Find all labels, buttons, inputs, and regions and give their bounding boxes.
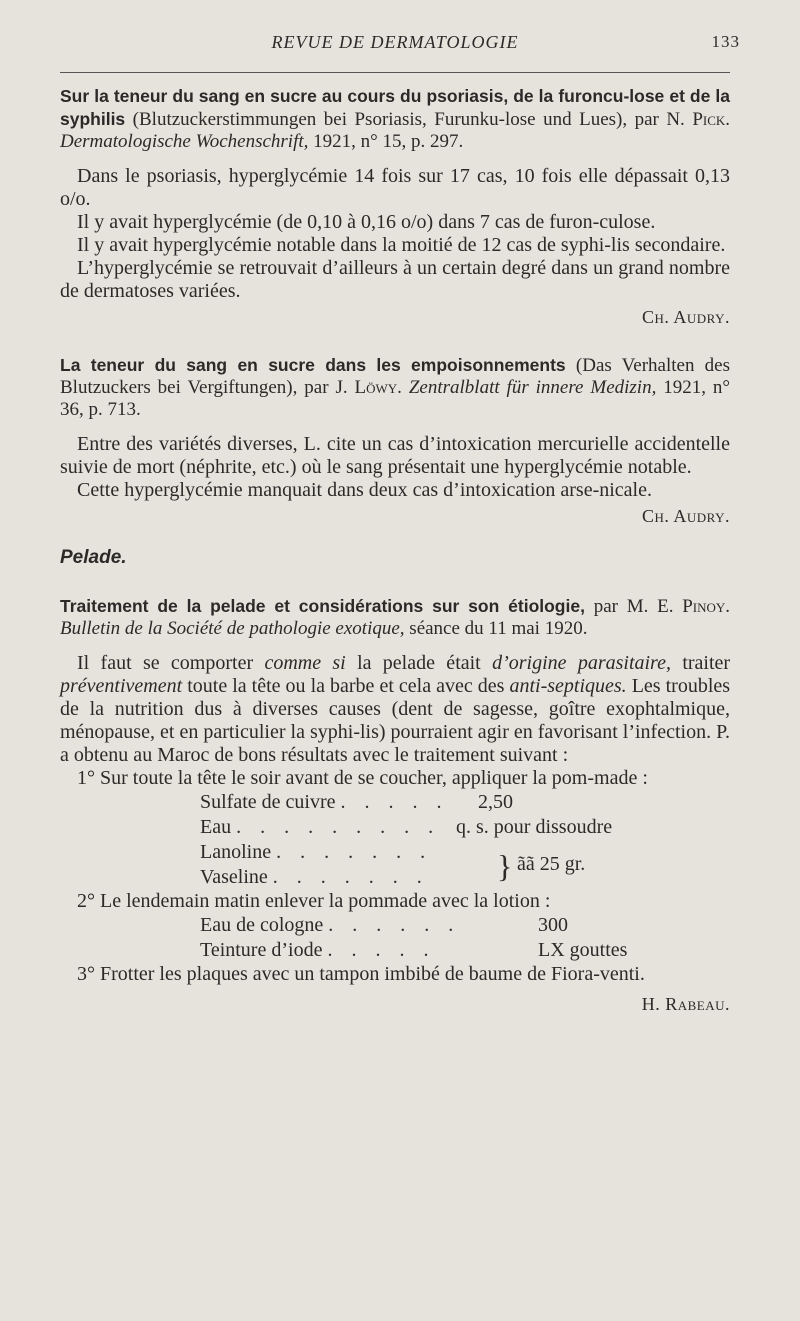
header-rule xyxy=(60,72,730,73)
paragraph: Cette hyperglycémie manquait dans deux cas d’intoxication arse-nicale. xyxy=(77,479,652,501)
recipe-row xyxy=(60,913,730,938)
article-author: Pinoy. xyxy=(682,596,731,617)
recipe-quantity: 2,50 xyxy=(478,791,513,813)
journal-title: REVUE DE DERMATOLOGIE xyxy=(271,32,519,52)
paragraph: L’hyperglycémie se retrouvait d’ailleurs à un certain degré dans un grand nombre de dermatoses variées. xyxy=(60,257,730,302)
article-psoriasis xyxy=(60,85,730,328)
recipe-row xyxy=(60,865,730,890)
text-run: la pelade était xyxy=(357,652,481,674)
article-journal: Dermatologische Wochenschrift, xyxy=(60,131,309,152)
recipe-ingredient: Eau de cologne . . . . . . xyxy=(200,914,461,936)
article-author: Pick. xyxy=(692,109,731,130)
treatment-step-3: 3° Frotter les plaques avec un tampon imbibé de baume de Fiora-venti. xyxy=(77,963,645,985)
article-subtitle: (Das Verhalten des Blutzuckers bei Vergiftungen), par J. xyxy=(60,355,730,398)
recipe-row xyxy=(60,840,730,865)
recipe-quantity: q. s. pour dissoudre xyxy=(456,816,613,838)
article-title: Sur la teneur du sang en sucre au cours du psoriasis, de la furoncu-lose et de la syphilis xyxy=(60,86,730,129)
article-heading xyxy=(60,595,730,640)
article-subtitle: par M. E. xyxy=(593,596,674,617)
brace-symbol: } xyxy=(497,848,513,884)
text-run: Les troubles de la nutrition dus à diverses causes (dent de sagesse, goître exophtalmique, ménopause, et en particulier la syphi-lis) pourraient agir en favorisant l’infection. P. a obtenu au Maroc de bons résultats avec le traitement suivant : xyxy=(60,675,731,766)
signature: H. Rabeau. xyxy=(641,994,730,1014)
paragraph: Il y avait hyperglycémie notable dans la moitié de 12 cas de syphi-lis secondaire. xyxy=(77,234,726,256)
signature: Ch. Audry. xyxy=(641,506,730,526)
article-reference: 1921, n° 36, p. 713. xyxy=(60,377,731,420)
recipe-group xyxy=(60,840,730,890)
article-journal: Bulletin de la Société de pathologie exotique, xyxy=(60,618,405,639)
recipe-ingredient: Vaseline . . . . . . . xyxy=(200,866,429,888)
recipe-quantity: ãã 25 gr. xyxy=(517,853,586,875)
paragraph xyxy=(60,652,730,767)
recipe-ingredient: Teinture d’iode . . . . . xyxy=(200,939,436,961)
article-subtitle: (Blutzuckerstimmungen bei Psoriasis, Furunku-lose und Lues), par N. xyxy=(132,109,685,130)
pommade-recipe xyxy=(60,790,730,890)
recipe-row xyxy=(60,938,730,963)
paragraph: Entre des variétés diverses, L. cite un cas d’intoxication mercurielle accidentelle suivie de mort (néphrite, etc.) où le sang présentait une hyperglycémie notable. xyxy=(60,433,730,478)
article-title: Traitement de la pelade et considérations sur son étiologie, xyxy=(60,596,585,616)
emphasis: d’origine parasitaire, xyxy=(492,652,671,674)
article-heading xyxy=(60,354,730,421)
recipe-quantity: LX gouttes xyxy=(538,939,628,961)
recipe-ingredient: Lanoline . . . . . . . xyxy=(200,841,433,863)
recipe-row xyxy=(60,790,730,815)
article-reference: séance du 11 mai 1920. xyxy=(409,618,588,639)
recipe-ingredient: Sulfate de cuivre . . . . . xyxy=(200,791,449,813)
treatment-step-2: 2° Le lendemain matin enlever la pommade avec la lotion : xyxy=(77,890,551,912)
treatment-step-1: 1° Sur toute la tête le soir avant de se coucher, appliquer la pom-made : xyxy=(77,767,648,789)
paragraph: Dans le psoriasis, hyperglycémie 14 fois sur 17 cas, 10 fois elle dépassait 0,13 o/o. xyxy=(60,165,730,210)
lotion-recipe xyxy=(60,913,730,963)
text-run: Il faut se comporter xyxy=(77,652,254,674)
section-heading: Pelade. xyxy=(60,547,127,568)
article-journal: Zentralblatt für innere Medizin, xyxy=(408,377,657,398)
article-empoisonnements xyxy=(60,354,730,527)
emphasis: anti-septiques. xyxy=(509,675,627,697)
recipe-quantity: 300 xyxy=(538,914,568,936)
article-title: La teneur du sang en sucre dans les empoisonnements xyxy=(60,355,566,375)
article-heading xyxy=(60,85,730,153)
emphasis: comme si xyxy=(264,652,346,674)
article-author: Löwy. xyxy=(354,377,402,398)
text-run: toute la tête ou la barbe et cela avec des xyxy=(187,675,505,697)
paragraph: Il y avait hyperglycémie (de 0,10 à 0,16 o/o) dans 7 cas de furon-culose. xyxy=(77,211,656,233)
recipe-row xyxy=(60,815,730,840)
article-pelade xyxy=(60,595,730,1015)
page-number: 133 xyxy=(711,32,740,51)
emphasis: préventivement xyxy=(60,675,183,697)
article-reference: 1921, n° 15, p. 297. xyxy=(313,131,464,152)
signature: Ch. Audry. xyxy=(641,307,730,327)
text-run: traiter xyxy=(682,652,731,674)
recipe-ingredient: Eau . . . . . . . . . xyxy=(200,816,441,838)
running-header xyxy=(60,32,740,56)
